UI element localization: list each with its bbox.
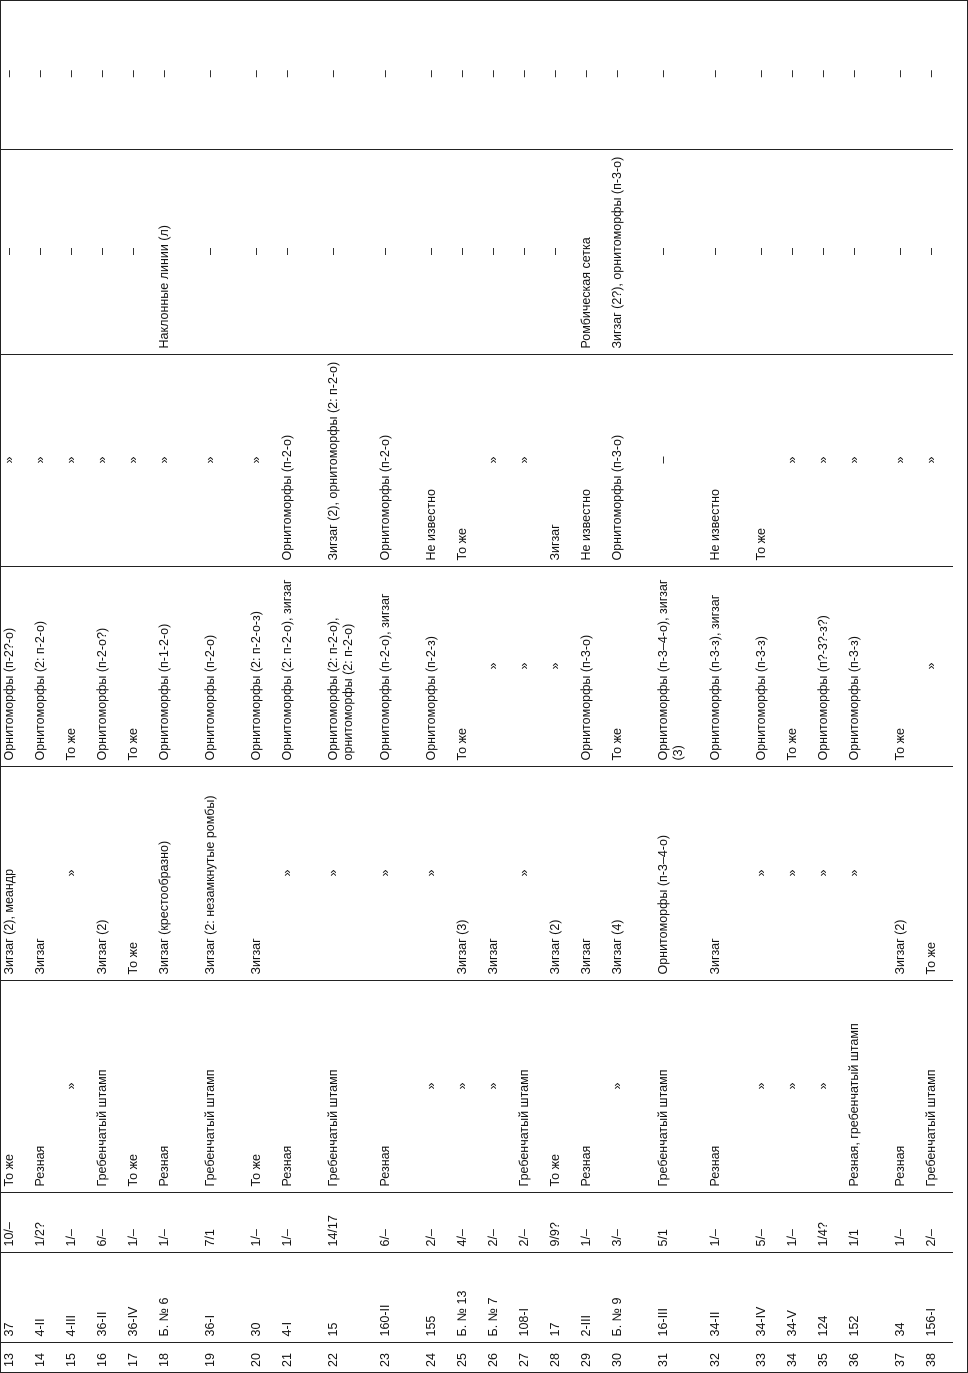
- cell-ornament-zone-3: Орнитоморфы (п-2-о): [278, 355, 324, 567]
- cell-ornament-zone-2: Орнитоморфы (п-2-о?): [93, 567, 124, 767]
- table-row: [484, 0, 515, 1373]
- cell-ornament-zone-3: »: [124, 355, 155, 567]
- cell-ornament-zone-1: Зигзаг (2): [546, 767, 577, 981]
- cell-ornament-zone-4: –: [752, 150, 783, 355]
- cell-count: 10/–: [0, 1193, 31, 1253]
- cell-site: Б. № 6: [155, 1253, 201, 1343]
- cell-ornament-zone-5: –: [62, 0, 93, 150]
- cell-ornament-zone-5: –: [845, 0, 891, 150]
- cell-ornament-zone-3: Орнитоморфы (п-2-о): [376, 355, 422, 567]
- cell-ornament-zone-1: Зигзаг (2): [93, 767, 124, 981]
- cell-ornament-zone-3: »: [783, 355, 814, 567]
- cell-ornament-zone-4: –: [31, 150, 62, 355]
- cell-ornament-zone-3: Не известно: [422, 355, 453, 567]
- cell-count: 1/–: [783, 1193, 814, 1253]
- cell-ornament-zone-2: Орнитоморфы (п-3-з): [845, 567, 891, 767]
- cell-ornament-zone-1: Зигзаг: [31, 767, 62, 981]
- cell-ornament-zone-3: »: [31, 355, 62, 567]
- cell-row-number: 32: [708, 1353, 722, 1367]
- table-border-bottom: [0, 0, 1, 1373]
- cell-technique: Гребенчатый штамп: [93, 981, 124, 1193]
- cell-count: 14/17: [324, 1193, 376, 1253]
- table-row: [278, 0, 324, 1373]
- cell-ornament-zone-5: –: [422, 0, 453, 150]
- cell-technique: »: [752, 981, 783, 1193]
- cell-ornament-zone-1: »: [324, 767, 376, 981]
- cell-ornament-zone-5: –: [608, 0, 654, 150]
- table-row: [247, 0, 278, 1373]
- cell-ornament-zone-4: Ромбическая сетка: [577, 150, 608, 355]
- cell-site: 30: [247, 1253, 278, 1343]
- cell-ornament-zone-2: »: [922, 567, 953, 767]
- cell-count: 1/–: [278, 1193, 324, 1253]
- cell-row-number: 23: [378, 1353, 392, 1367]
- cell-count: 9/9?: [546, 1193, 577, 1253]
- cell-ornament-zone-3: »: [515, 355, 546, 567]
- cell-site: Б. № 7: [484, 1253, 515, 1343]
- cell-site: 34-V: [783, 1253, 814, 1343]
- cell-technique: »: [783, 981, 814, 1193]
- cell-ornament-zone-1: »: [376, 767, 422, 981]
- cell-count: 5/–: [752, 1193, 783, 1253]
- cell-row-number: 29: [579, 1353, 593, 1367]
- cell-ornament-zone-5: –: [155, 0, 201, 150]
- cell-ornament-zone-2: То же: [783, 567, 814, 767]
- cell-count: 6/–: [93, 1193, 124, 1253]
- cell-ornament-zone-2: Орнитоморфы (2: п-2-о), зигзаг: [278, 567, 324, 767]
- cell-ornament-zone-2: »: [546, 567, 577, 767]
- cell-technique: Гребенчатый штамп: [201, 981, 247, 1193]
- cell-ornament-zone-1: Зигзаг: [247, 767, 278, 981]
- cell-count: 1/1: [845, 1193, 891, 1253]
- cell-ornament-zone-2: Орнитоморфы (2: п-2-о-з): [247, 567, 278, 767]
- cell-ornament-zone-5: –: [706, 0, 752, 150]
- cell-ornament-zone-4: –: [376, 150, 422, 355]
- cell-ornament-zone-4: –: [62, 150, 93, 355]
- cell-ornament-zone-4: –: [546, 150, 577, 355]
- cell-ornament-zone-2: Орнитоморфы (2: п-2-о): [31, 567, 62, 767]
- cell-technique: Резная: [31, 981, 62, 1193]
- cell-ornament-zone-5: –: [201, 0, 247, 150]
- cell-site: 36-II: [93, 1253, 124, 1343]
- cell-row-number: 24: [424, 1353, 438, 1367]
- cell-ornament-zone-5: –: [376, 0, 422, 150]
- cell-ornament-zone-1: »: [783, 767, 814, 981]
- cell-row-number: 22: [326, 1353, 340, 1367]
- cell-ornament-zone-5: –: [922, 0, 953, 150]
- cell-site: Б. № 13: [453, 1253, 484, 1343]
- cell-ornament-zone-2: »: [515, 567, 546, 767]
- cell-ornament-zone-4: –: [922, 150, 953, 355]
- cell-row-number: 38: [924, 1353, 938, 1367]
- cell-ornament-zone-4: –: [93, 150, 124, 355]
- cell-ornament-zone-3: »: [155, 355, 201, 567]
- cell-site: 36-I: [201, 1253, 247, 1343]
- cell-ornament-zone-2: Орнитоморфы (п-3-з), зигзаг: [706, 567, 752, 767]
- cell-technique: То же: [0, 981, 31, 1193]
- cell-ornament-zone-2: Орнитоморфы (2: п-2-о), орнитоморфы (2: п-2-о): [324, 567, 376, 767]
- table-row: [577, 0, 608, 1373]
- cell-row-number: 21: [280, 1353, 294, 1367]
- cell-ornament-zone-3: Не известно: [706, 355, 752, 567]
- cell-ornament-zone-2: »: [484, 567, 515, 767]
- cell-ornament-zone-1: Зигзаг: [706, 767, 752, 981]
- cell-ornament-zone-5: –: [484, 0, 515, 150]
- cell-row-number: 18: [157, 1353, 171, 1367]
- cell-ornament-zone-4: –: [324, 150, 376, 355]
- cell-row-number: 26: [486, 1353, 500, 1367]
- cell-technique: »: [608, 981, 654, 1193]
- cell-ornament-zone-4: –: [484, 150, 515, 355]
- cell-ornament-zone-1: Зигзаг: [484, 767, 515, 981]
- table-row: [783, 0, 814, 1373]
- cell-ornament-zone-3: »: [484, 355, 515, 567]
- cell-ornament-zone-4: –: [845, 150, 891, 355]
- cell-site: 124: [814, 1253, 845, 1343]
- cell-row-number: 19: [203, 1353, 217, 1367]
- cell-ornament-zone-3: »: [0, 355, 31, 567]
- cell-count: 7/1: [201, 1193, 247, 1253]
- cell-ornament-zone-5: –: [93, 0, 124, 150]
- cell-ornament-zone-2: Орнитоморфы (п-3-з): [752, 567, 783, 767]
- cell-count: 2/–: [922, 1193, 953, 1253]
- cell-ornament-zone-5: –: [752, 0, 783, 150]
- table-row: [155, 0, 201, 1373]
- cell-ornament-zone-4: –: [814, 150, 845, 355]
- cell-ornament-zone-4: –: [891, 150, 922, 355]
- cell-row-number: 36: [847, 1353, 861, 1367]
- cell-row-number: 14: [33, 1353, 47, 1367]
- cell-row-number: 28: [548, 1353, 562, 1367]
- cell-technique: То же: [247, 981, 278, 1193]
- cell-ornament-zone-1: »: [62, 767, 93, 981]
- cell-ornament-zone-3: »: [814, 355, 845, 567]
- cell-ornament-zone-2: То же: [891, 567, 922, 767]
- table-row: [124, 0, 155, 1373]
- table-row: [31, 0, 62, 1373]
- cell-row-number: 20: [249, 1353, 263, 1367]
- cell-ornament-zone-3: »: [93, 355, 124, 567]
- cell-ornament-zone-3: »: [201, 355, 247, 567]
- cell-count: 2/–: [422, 1193, 453, 1253]
- cell-technique: Резная: [376, 981, 422, 1193]
- table-row: [814, 0, 845, 1373]
- cell-count: 1/–: [891, 1193, 922, 1253]
- table-border-right: [0, 0, 968, 1]
- cell-ornament-zone-4: –: [278, 150, 324, 355]
- cell-count: 3/–: [608, 1193, 654, 1253]
- cell-ornament-zone-5: –: [577, 0, 608, 150]
- cell-ornament-zone-1: »: [422, 767, 453, 981]
- table-row: [845, 0, 891, 1373]
- cell-ornament-zone-2: Орнитоморфы (п-1-2-о): [155, 567, 201, 767]
- cell-ornament-zone-2: То же: [62, 567, 93, 767]
- cell-ornament-zone-3: Не известно: [577, 355, 608, 567]
- cell-row-number: 13: [2, 1353, 16, 1367]
- cell-site: 4-III: [62, 1253, 93, 1343]
- cell-ornament-zone-3: »: [845, 355, 891, 567]
- cell-ornament-zone-3: Зигзаг: [546, 355, 577, 567]
- cell-ornament-zone-2: Орнитоморфы (п-2-о): [201, 567, 247, 767]
- cell-technique: Гребенчатый штамп: [654, 981, 706, 1193]
- cell-count: 1/–: [62, 1193, 93, 1253]
- cell-site: Б. № 9: [608, 1253, 654, 1343]
- cell-site: 2-III: [577, 1253, 608, 1343]
- cell-site: 37: [0, 1253, 31, 1343]
- cell-ornament-zone-5: –: [247, 0, 278, 150]
- cell-ornament-zone-2: То же: [453, 567, 484, 767]
- cell-ornament-zone-3: То же: [453, 355, 484, 567]
- cell-site: 15: [324, 1253, 376, 1343]
- cell-count: 2/–: [515, 1193, 546, 1253]
- cell-technique: Резная, гребенчатый штамп: [845, 981, 891, 1193]
- table-row: [515, 0, 546, 1373]
- cell-ornament-zone-2: Орнитоморфы (п-2-з): [422, 567, 453, 767]
- table-row: [752, 0, 783, 1373]
- cell-ornament-zone-1: То же: [922, 767, 953, 981]
- cell-ornament-zone-2: Орнитоморфы (п-3–4-о), зигзаг (3): [654, 567, 706, 767]
- cell-ornament-zone-2: Орнитоморфы (п?-3?-з?): [814, 567, 845, 767]
- cell-technique: Резная: [706, 981, 752, 1193]
- cell-technique: »: [453, 981, 484, 1193]
- cell-count: 1/–: [577, 1193, 608, 1253]
- cell-ornament-zone-3: »: [891, 355, 922, 567]
- cell-row-number: 27: [517, 1353, 531, 1367]
- cell-ornament-zone-3: »: [922, 355, 953, 567]
- cell-ornament-zone-2: Орнитоморфы (п-2?-о): [0, 567, 31, 767]
- cell-row-number: 25: [455, 1353, 469, 1367]
- cell-ornament-zone-1: Зигзаг (2: незамкнутые ромбы): [201, 767, 247, 981]
- cell-technique: Резная: [577, 981, 608, 1193]
- cell-ornament-zone-1: »: [814, 767, 845, 981]
- cell-ornament-zone-5: –: [278, 0, 324, 150]
- cell-ornament-zone-4: –: [515, 150, 546, 355]
- cell-row-number: 35: [816, 1353, 830, 1367]
- cell-count: 1/4?: [814, 1193, 845, 1253]
- cell-count: 2/–: [484, 1193, 515, 1253]
- cell-technique: Резная: [891, 981, 922, 1193]
- table-row: [422, 0, 453, 1373]
- cell-technique: »: [62, 981, 93, 1193]
- cell-technique: Гребенчатый штамп: [922, 981, 953, 1193]
- cell-ornament-zone-1: Зигзаг: [577, 767, 608, 981]
- cell-ornament-zone-5: –: [31, 0, 62, 150]
- cell-ornament-zone-3: Орнитоморфы (п-3-о): [608, 355, 654, 567]
- cell-row-number: 34: [785, 1353, 799, 1367]
- cell-ornament-zone-1: Зигзаг (2): [891, 767, 922, 981]
- cell-ornament-zone-3: »: [62, 355, 93, 567]
- table-row: [608, 0, 654, 1373]
- cell-ornament-zone-5: –: [324, 0, 376, 150]
- cell-ornament-zone-3: Зигзаг (2), орнитоморфы (2: п-2-о): [324, 355, 376, 567]
- table-row: [324, 0, 376, 1373]
- cell-ornament-zone-2: То же: [608, 567, 654, 767]
- cell-ornament-zone-5: –: [891, 0, 922, 150]
- cell-ornament-zone-5: –: [0, 0, 31, 150]
- table-row: [706, 0, 752, 1373]
- cell-ornament-zone-4: –: [453, 150, 484, 355]
- cell-count: 1/–: [247, 1193, 278, 1253]
- table-row: [654, 0, 706, 1373]
- cell-technique: »: [814, 981, 845, 1193]
- cell-ornament-zone-3: »: [247, 355, 278, 567]
- cell-count: 1/2?: [31, 1193, 62, 1253]
- cell-ornament-zone-4: –: [706, 150, 752, 355]
- cell-site: 160-II: [376, 1253, 422, 1343]
- cell-ornament-zone-2: То же: [124, 567, 155, 767]
- cell-row-number: 33: [754, 1353, 768, 1367]
- cell-technique: Гребенчатый штамп: [515, 981, 546, 1193]
- cell-ornament-zone-4: –: [422, 150, 453, 355]
- cell-row-number: 17: [126, 1353, 140, 1367]
- cell-count: 4/–: [453, 1193, 484, 1253]
- cell-site: 155: [422, 1253, 453, 1343]
- cell-site: 152: [845, 1253, 891, 1343]
- cell-ornament-zone-4: –: [783, 150, 814, 355]
- cell-ornament-zone-1: То же: [124, 767, 155, 981]
- cell-technique: То же: [546, 981, 577, 1193]
- cell-site: 108-I: [515, 1253, 546, 1343]
- cell-ornament-zone-5: –: [654, 0, 706, 150]
- table-row: [453, 0, 484, 1373]
- cell-ornament-zone-5: –: [546, 0, 577, 150]
- cell-site: 34-II: [706, 1253, 752, 1343]
- cell-ornament-zone-1: »: [515, 767, 546, 981]
- cell-row-number: 37: [893, 1353, 907, 1367]
- cell-ornament-zone-2: Орнитоморфы (п-2-о), зигзаг: [376, 567, 422, 767]
- cell-count: 1/–: [706, 1193, 752, 1253]
- cell-ornament-zone-1: Зигзаг (4): [608, 767, 654, 981]
- cell-technique: То же: [124, 981, 155, 1193]
- cell-technique: Резная: [155, 981, 201, 1193]
- table-row: [93, 0, 124, 1373]
- cell-ornament-zone-4: –: [654, 150, 706, 355]
- table-row: [0, 0, 31, 1373]
- table-row: [546, 0, 577, 1373]
- cell-ornament-zone-1: »: [845, 767, 891, 981]
- cell-ornament-zone-1: Зигзаг (3): [453, 767, 484, 981]
- cell-row-number: 16: [95, 1353, 109, 1367]
- cell-site: 17: [546, 1253, 577, 1343]
- cell-site: 4-II: [31, 1253, 62, 1343]
- table-row: [922, 0, 953, 1373]
- cell-site: 34: [891, 1253, 922, 1343]
- cell-count: 6/–: [376, 1193, 422, 1253]
- cell-technique: »: [484, 981, 515, 1193]
- cell-count: 1/–: [155, 1193, 201, 1253]
- cell-ornament-zone-1: Орнитоморфы (п-3–4-о): [654, 767, 706, 981]
- table-row: [201, 0, 247, 1373]
- cell-site: 16-III: [654, 1253, 706, 1343]
- cell-technique: »: [422, 981, 453, 1193]
- cell-ornament-zone-4: Наклонные линии (л): [155, 150, 201, 355]
- cell-ornament-zone-5: –: [515, 0, 546, 150]
- cell-ornament-zone-5: –: [124, 0, 155, 150]
- cell-ornament-zone-4: Зигзаг (2?), орнитоморфы (п-3-о): [608, 150, 654, 355]
- table-row: [891, 0, 922, 1373]
- cell-row-number: 31: [656, 1353, 670, 1367]
- cell-count: 5/1: [654, 1193, 706, 1253]
- cell-ornament-zone-1: »: [752, 767, 783, 981]
- cell-ornament-zone-2: Орнитоморфы (п-3-о): [577, 567, 608, 767]
- cell-ornament-zone-4: –: [124, 150, 155, 355]
- cell-ornament-zone-3: То же: [752, 355, 783, 567]
- cell-ornament-zone-4: –: [201, 150, 247, 355]
- cell-site: 156-I: [922, 1253, 953, 1343]
- cell-ornament-zone-5: –: [783, 0, 814, 150]
- table-row: [62, 0, 93, 1373]
- cell-ornament-zone-3: –: [654, 355, 706, 567]
- cell-ornament-zone-4: –: [0, 150, 31, 355]
- cell-ornament-zone-1: »: [278, 767, 324, 981]
- table-row: [376, 0, 422, 1373]
- cell-ornament-zone-1: Зигзаг (крестообразно): [155, 767, 201, 981]
- cell-ornament-zone-5: –: [814, 0, 845, 150]
- cell-site: 34-IV: [752, 1253, 783, 1343]
- cell-technique: Резная: [278, 981, 324, 1193]
- cell-technique: Гребенчатый штамп: [324, 981, 376, 1193]
- cell-site: 36-IV: [124, 1253, 155, 1343]
- cell-ornament-zone-5: –: [453, 0, 484, 150]
- cell-ornament-zone-4: –: [247, 150, 278, 355]
- cell-row-number: 30: [610, 1353, 624, 1367]
- cell-ornament-zone-1: Зигзаг (2), меандр: [0, 767, 31, 981]
- cell-site: 4-I: [278, 1253, 324, 1343]
- cell-row-number: 15: [64, 1353, 78, 1367]
- cell-count: 1/–: [124, 1193, 155, 1253]
